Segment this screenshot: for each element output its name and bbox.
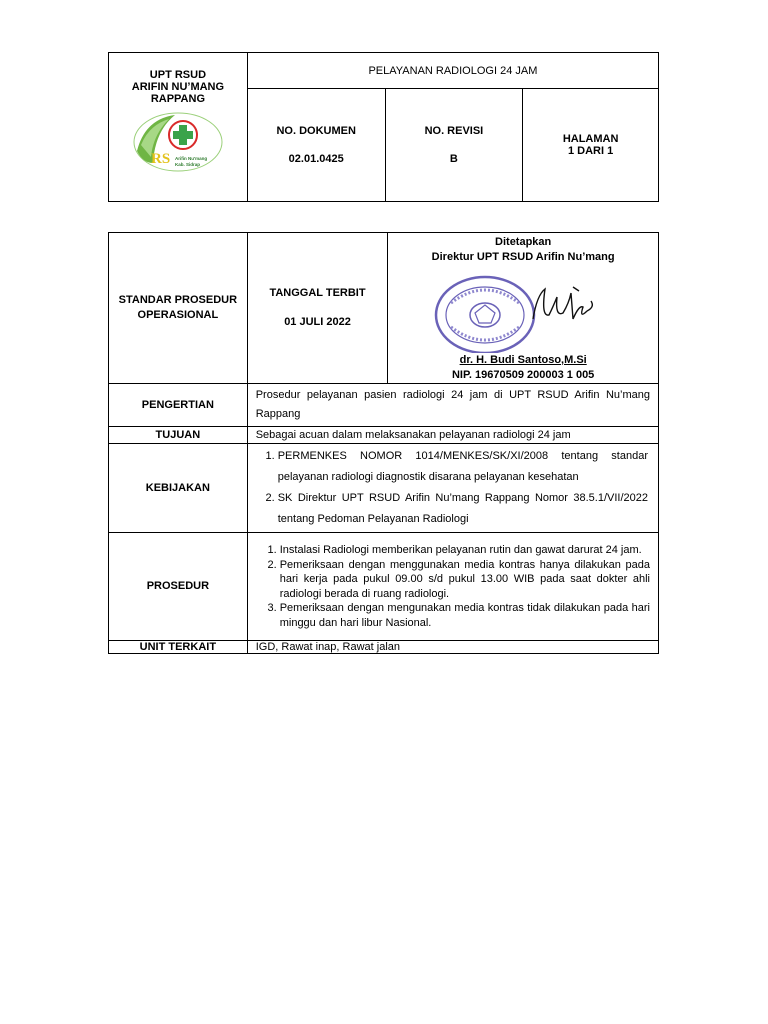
institution-line-2: ARIFIN NU’MANG <box>131 81 225 93</box>
prosedur-list <box>258 543 650 630</box>
ditetapkan-label: Ditetapkan <box>495 236 552 248</box>
prosedur-item: 2. Pemeriksaan dengan menggunakan media kontras hanya dilakukan pada hari kerja pada pukul 09.00 s/d pukul 13.00 WIB pada saat dokter ahli radiologi berada di ruang radiologi. <box>280 558 650 602</box>
prosedur-item: 1. Instalasi Radiologi memberikan pelayanan rutin dan gawat darurat 24 jam. <box>280 543 650 558</box>
sop-label-cell <box>109 233 248 384</box>
unit-terkait-text: IGD, Rawat inap, Rawat jalan <box>247 641 658 654</box>
no-revisi-value: B <box>449 153 458 165</box>
sop-table <box>108 232 659 654</box>
institution-line-3: RAPPANG <box>150 93 206 105</box>
halaman-value: 1 DARI 1 <box>567 145 614 157</box>
stamp-signature-graphic <box>423 267 623 353</box>
kebijakan-list <box>256 446 648 530</box>
official-stamp-icon <box>436 277 534 353</box>
no-revisi-cell <box>385 89 523 202</box>
kebijakan-cell <box>247 444 658 533</box>
svg-text:Arifin Nu'mang: Arifin Nu'mang <box>174 156 207 161</box>
rs-logo <box>131 111 225 173</box>
pengertian-label: PENGERTIAN <box>109 384 248 427</box>
kebijakan-item: 2. SK Direktur UPT RSUD Arifin Nu’mang Rappang Nomor 38.5.1/VII/2022 tentang Pedoman Pelayanan Radiologi <box>278 488 648 530</box>
kebijakan-item: 1. PERMENKES NOMOR 1014/MENKES/SK/XI/2008 tentang standar pelayanan radiologi diagnostik disarana pelayanan kesehatan <box>278 446 648 488</box>
logo-mark: RS <box>150 151 171 167</box>
tujuan-text: Sebagai acuan dalam melaksanakan pelayanan radiologi 24 jam <box>247 427 658 444</box>
prosedur-item: 3. Pemeriksaan dengan mengunakan media kontras tidak dilakukan pada hari minggu dan hari libur Nasional. <box>280 601 650 630</box>
no-dokumen-label: NO. DOKUMEN <box>276 125 356 137</box>
svg-text:Kab. Sidrap: Kab. Sidrap <box>174 162 200 167</box>
signer-name: dr. H. Budi Santoso,M.Si <box>459 354 587 366</box>
no-revisi-label: NO. REVISI <box>424 125 484 137</box>
halaman-label: HALAMAN <box>562 133 619 145</box>
sop-label-line-1: STANDAR PROSEDUR <box>118 294 238 306</box>
tanggal-terbit-value: 01 JULI 2022 <box>284 316 351 328</box>
halaman-cell <box>523 89 659 202</box>
signer-nip: NIP. 19670509 200003 1 005 <box>451 369 595 381</box>
no-dokumen-value: 02.01.0425 <box>288 153 344 165</box>
kebijakan-label: KEBIJAKAN <box>109 444 248 533</box>
ditetapkan-cell <box>388 233 659 384</box>
direktur-title: Direktur UPT RSUD Arifin Nu’mang <box>431 251 615 263</box>
document-header-table <box>108 52 659 202</box>
tanggal-terbit-cell <box>247 233 388 384</box>
prosedur-cell <box>247 533 658 641</box>
no-dokumen-cell <box>247 89 385 202</box>
pengertian-value: Prosedur pelayanan pasien radiologi 24 jam di UPT RSUD Arifin Nu’mang Rappang <box>255 389 650 420</box>
tujuan-label: TUJUAN <box>109 427 248 444</box>
prosedur-label: PROSEDUR <box>109 533 248 641</box>
pengertian-text <box>247 384 658 427</box>
document-title: PELAYANAN RADIOLOGI 24 JAM <box>247 53 658 89</box>
unit-terkait-label: UNIT TERKAIT <box>109 641 248 654</box>
sop-label-line-2: OPERASIONAL <box>137 309 219 321</box>
institution-cell <box>109 53 248 202</box>
institution-line-1: UPT RSUD <box>149 69 207 81</box>
tanggal-terbit-label: TANGGAL TERBIT <box>269 287 366 299</box>
signature-mark <box>533 287 592 319</box>
